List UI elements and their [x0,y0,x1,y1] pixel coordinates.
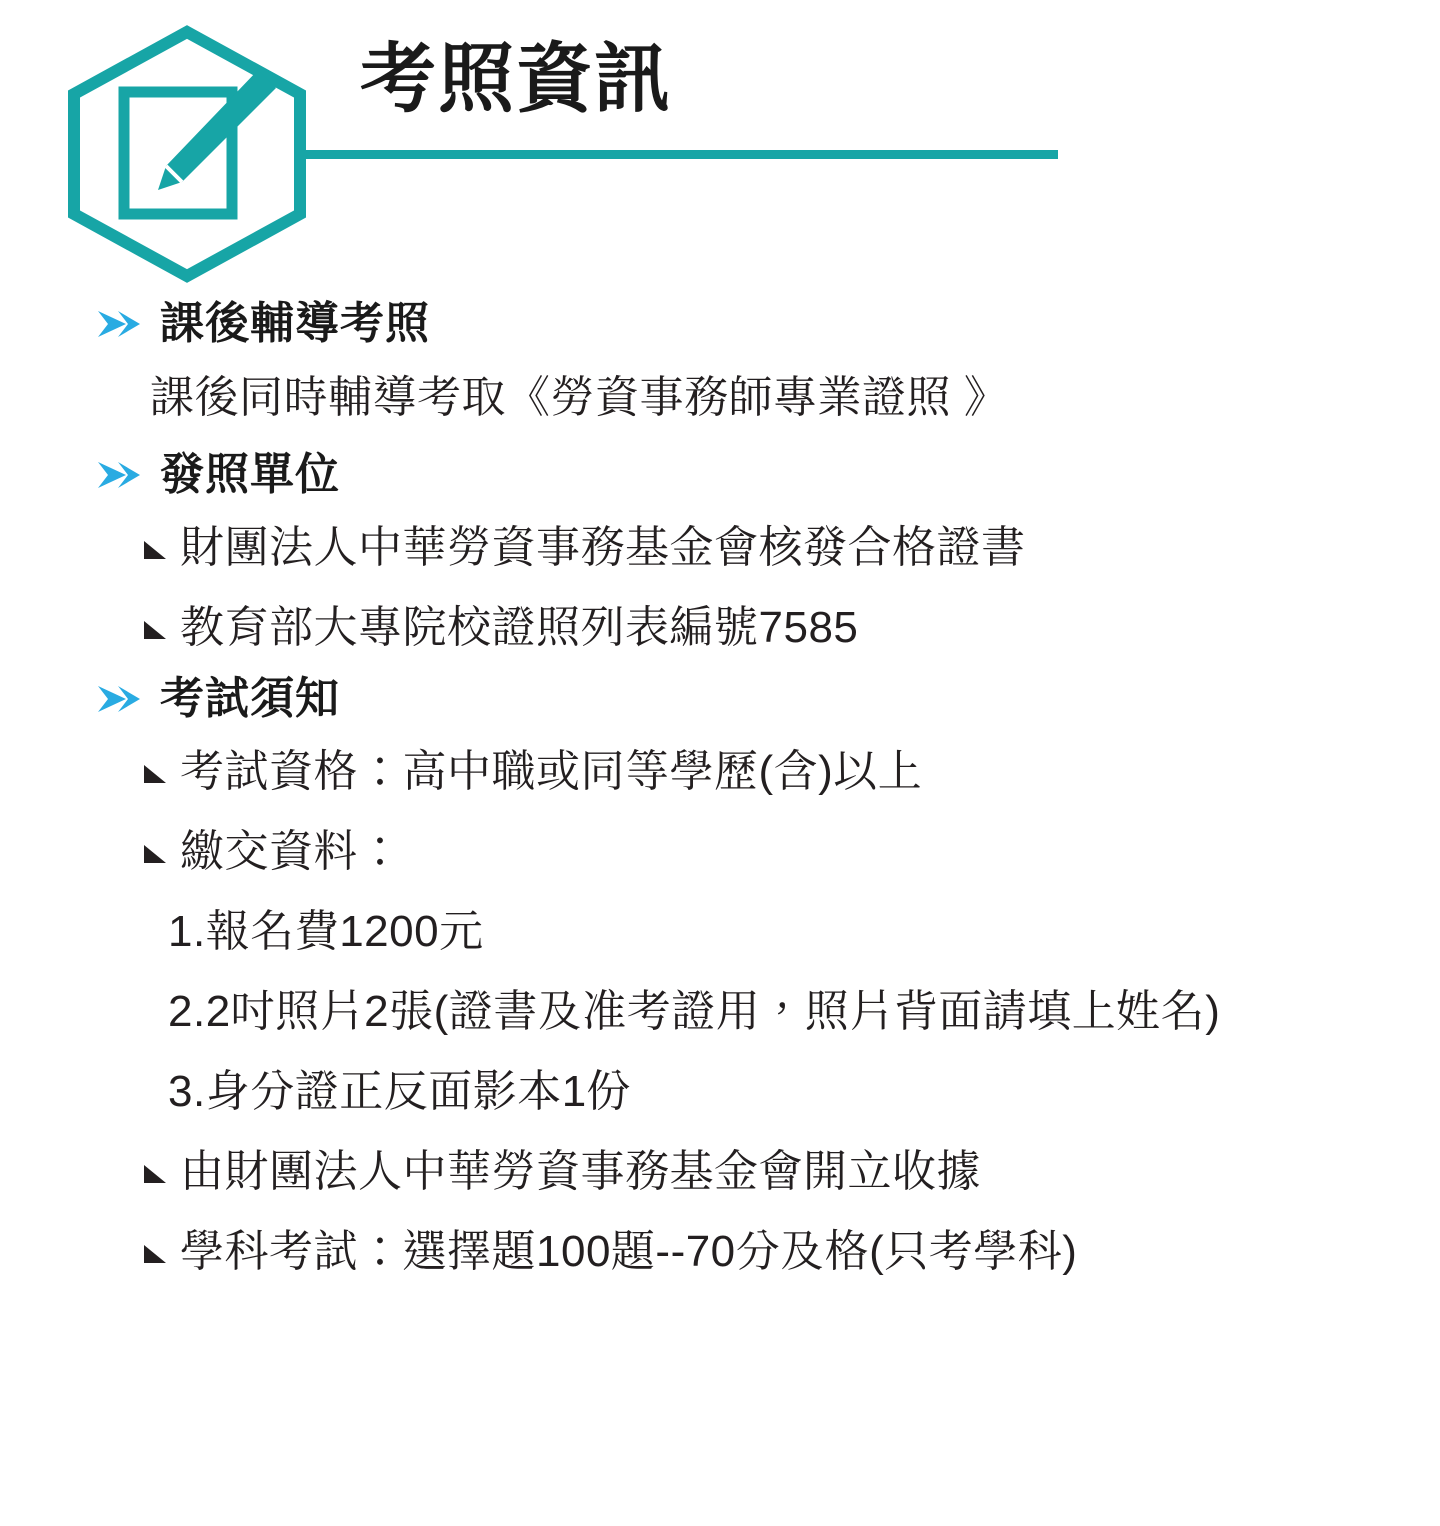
page-title: 考照資訊 [360,37,672,122]
list-item-label: 教育部大專院校證照列表編號7585 [180,602,859,652]
numbered-item: 3.身分證正反面影本1份 [168,1067,632,1117]
page-header [0,0,1440,300]
triangle-bullet-icon [142,1241,168,1267]
numbered-item: 2.2吋照片2張(證書及准考證用，照片背面請填上姓名) [168,987,1221,1037]
section-issuing-authority [0,451,1440,661]
section-heading-row [0,451,1440,499]
arrow-bullet-icon [96,682,142,716]
triangle-bullet-icon [142,537,168,563]
list-item [0,739,1440,805]
triangle-bullet-icon [142,761,168,787]
section-paragraph: 課後同時輔導考取《勞資事務師專業證照 》 [150,373,1009,423]
list-item-label: 繳交資料： [180,827,403,877]
section-heading-label: 課後輔導考照 [160,299,430,348]
list-item-label: 學科考試：選擇題100題--70分及格(只考學科) [180,1227,1078,1277]
list-item [0,595,1440,661]
document-pen-icon [62,24,312,284]
arrow-bullet-icon [96,458,142,492]
list-item [0,1139,1440,1205]
section-heading-label: 發照單位 [160,449,340,499]
list-item [0,515,1440,581]
arrow-bullet-icon [96,307,142,341]
list-item-label: 財團法人中華勞資事務基金會核發合格證書 [180,522,1026,572]
triangle-bullet-icon [142,841,168,867]
list-item [0,819,1440,885]
content-body [0,300,1440,1299]
header-underline [300,150,1058,159]
list-item-label: 由財團法人中華勞資事務基金會開立收據 [180,1147,981,1197]
list-item [0,1219,1440,1285]
section-heading-row [0,675,1440,723]
section-exam-notice [0,675,1440,1285]
list-item-label: 考試資格：高中職或同等學歷(含)以上 [180,747,923,797]
section-after-class-certification [0,300,1440,433]
triangle-bullet-icon [142,617,168,643]
numbered-item: 1.報名費1200元 [168,907,484,957]
section-heading-row [0,300,1440,348]
triangle-bullet-icon [142,1161,168,1187]
section-heading-label: 考試須知 [160,673,340,723]
